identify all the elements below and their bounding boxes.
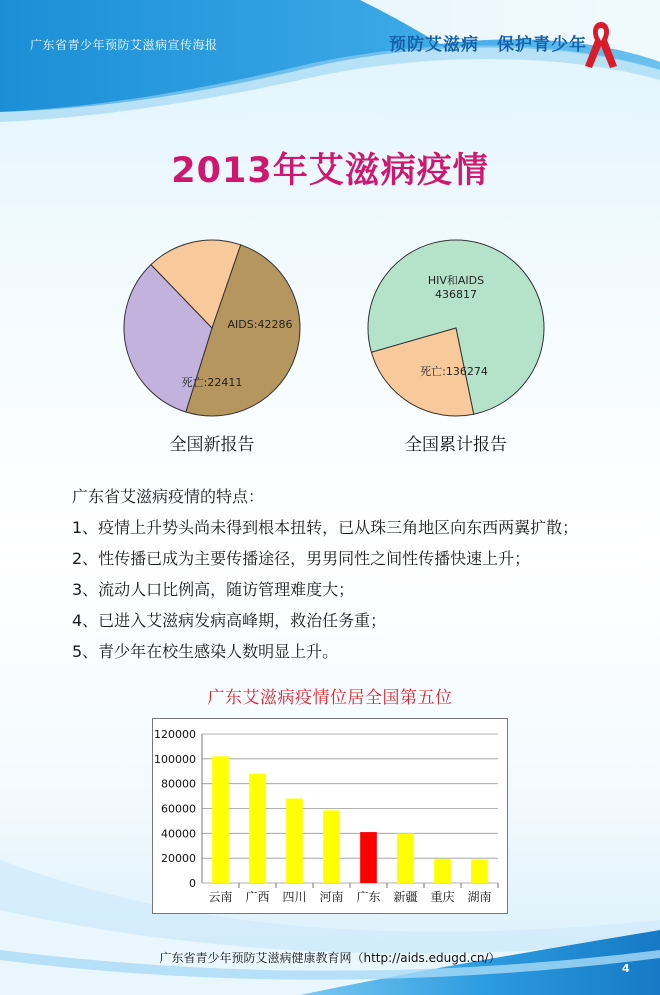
footer-text: 广东省青少年预防艾滋病健康教育网（http://aids.edugd.cn/） <box>159 951 501 965</box>
pie2-label-0-line1: HIV和AIDS <box>427 274 485 287</box>
header-slogan: 预防艾滋病 保护青少年 <box>389 35 587 55</box>
bar-0 <box>212 756 229 883</box>
x-category-label-2: 四川 <box>282 890 307 904</box>
page-title: 2013年艾滋病疫情 <box>171 151 489 191</box>
y-tick-label-0: 0 <box>189 877 196 890</box>
bar-5 <box>397 833 414 883</box>
notes-item-4: 4、已进入艾滋病发病高峰期，救治任务重； <box>72 611 387 630</box>
bar-4 <box>360 832 377 883</box>
pie-chart-cumulative-reports <box>364 236 548 420</box>
red-ribbon-icon <box>583 18 619 70</box>
page-number: 4 <box>622 962 630 975</box>
y-tick-label-3: 60000 <box>161 802 196 816</box>
bar-1 <box>249 774 266 883</box>
notes-item-1: 1、疫情上升势头尚未得到根本扭转，已从珠三角地区向东西两翼扩散； <box>72 518 579 537</box>
notes-heading: 广东省艾滋病疫情的特点： <box>72 487 265 506</box>
pie2-label-1: 死亡:136274 <box>420 365 488 378</box>
x-category-label-0: 云南 <box>208 890 233 904</box>
bar-chart-province-ranking <box>152 718 508 914</box>
pie-chart-new-reports <box>120 236 304 420</box>
pie-caption-cumulative-reports: 全国累计报告 <box>405 435 507 455</box>
x-category-label-6: 重庆 <box>430 890 455 904</box>
y-tick-label-2: 40000 <box>161 827 196 841</box>
epidemic-characteristics <box>72 481 578 667</box>
x-category-label-7: 湖南 <box>467 890 492 904</box>
x-category-label-3: 河南 <box>319 890 344 904</box>
y-tick-label-6: 120000 <box>154 728 196 741</box>
bar-3 <box>323 810 340 883</box>
y-tick-label-4: 80000 <box>161 777 196 791</box>
y-tick-label-5: 100000 <box>154 752 196 766</box>
pie1-label-1: AIDS:42286 <box>227 318 293 331</box>
bar-2 <box>286 799 303 883</box>
pie1-label-2: 死亡:22411 <box>181 376 243 389</box>
header-title: 广东省青少年预防艾滋病宣传海报 <box>30 38 218 52</box>
pie-caption-new-reports: 全国新报告 <box>169 435 255 455</box>
x-category-label-1: 广西 <box>245 890 270 904</box>
y-tick-label-1: 20000 <box>161 852 196 866</box>
notes-item-2: 2、性传播已成为主要传播途径，男男同性之间性传播快速上升； <box>72 549 531 568</box>
x-category-label-5: 新疆 <box>393 890 418 904</box>
bar-6 <box>434 859 451 883</box>
chart-title: 广东艾滋病疫情位居全国第五位 <box>207 688 453 708</box>
pie2-label-0-line2: 436817 <box>435 288 477 301</box>
x-category-label-4: 广东 <box>356 890 381 904</box>
notes-item-5: 5、青少年在校生感染人数明显上升。 <box>72 642 339 661</box>
header-swoosh <box>0 0 660 140</box>
notes-item-3: 3、流动人口比例高，随访管理难度大； <box>72 580 355 599</box>
bar-7 <box>471 859 488 883</box>
